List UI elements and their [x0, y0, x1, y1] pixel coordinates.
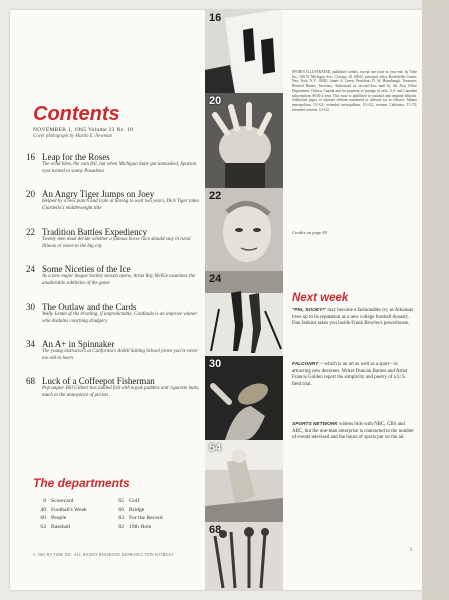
toc-entry[interactable] — [26, 264, 201, 287]
entry-title: Leap for the Roses — [42, 152, 110, 162]
entry-title: An Angry Tiger Jumps on Joey — [42, 189, 155, 199]
photo-page-number: 24 — [209, 273, 222, 285]
entry-desc: Pop angler Bill Gilbert has landed fish with kayak paddles and cigarette butts, much to the annoyance of purists — [42, 386, 200, 398]
department-page: 83 — [118, 515, 124, 522]
toc-entry[interactable] — [26, 152, 201, 175]
department-item[interactable] — [110, 497, 163, 506]
entry-page: 68 — [26, 376, 35, 386]
entry-title: Tradition Battles Expediency — [42, 227, 148, 237]
copyright-line: © 1965 BY TIME INC. ALL RIGHTS RESERVED. REPRODUCTION WITHOUT — [33, 553, 175, 557]
next-week-lead: FALCONRY — [292, 362, 319, 367]
photo-page-number: 68 — [209, 524, 222, 536]
next-week-text: may become a fashionable cry as Arkansas lives up to its reputation as a new college football dynasty. Dan Jenkins takes you inside Frank Broyles's powerhouse. — [292, 308, 414, 327]
department-name: Baseball — [51, 523, 71, 530]
magazine-page — [10, 10, 422, 590]
photo-hockey[interactable] — [205, 271, 283, 356]
entry-page: 30 — [26, 302, 35, 312]
entry-desc: The young instructors at California's Ardell Sailing School prove you're never too old to learn — [42, 349, 199, 361]
department-name: 19th Hole — [129, 523, 152, 530]
hand-illustration — [205, 93, 283, 188]
contents-title: Contents — [33, 103, 120, 125]
photo-sailing[interactable] — [205, 440, 283, 522]
photo-page-number: 30 — [209, 358, 222, 370]
entry-page: 24 — [26, 264, 35, 274]
department-page: 60 — [40, 515, 46, 522]
next-week-text: —which is an art as well as a sport—is attracting new devotees. Writer Duncan Barnes and Artist Francis Golden report the simplicity and poetry of a U.S. field trial. — [292, 362, 408, 388]
department-name: Golf — [129, 498, 140, 504]
toc-entry[interactable] — [26, 302, 201, 325]
department-item[interactable] — [32, 506, 87, 515]
departments-list-left — [32, 497, 87, 531]
page-folio: 3 — [409, 548, 412, 553]
department-item[interactable] — [110, 514, 163, 523]
photo-football-jersey[interactable] — [205, 10, 283, 93]
next-week-item — [292, 308, 416, 328]
department-name: Football's Week — [51, 506, 87, 513]
next-week-item — [292, 362, 416, 389]
page-edge — [422, 0, 449, 600]
credits-note: Credits on page 83 — [292, 230, 327, 235]
department-item[interactable] — [110, 506, 163, 515]
photo-boxing-glove[interactable] — [205, 93, 283, 188]
department-name: People — [51, 515, 67, 522]
next-week-item — [292, 422, 416, 442]
department-item[interactable] — [32, 514, 87, 523]
toc-entry[interactable] — [26, 189, 201, 212]
entry-desc: Wally Lemm of the bristling, if unpredictable, Cardinals is an improve winner who disdains coaching drudgery — [42, 312, 198, 324]
next-week-text: widens bids with NBC, CBS and ABC, but the one-man enterprise is contracted to the number of events televised and the hours of sports put on the air. — [292, 422, 414, 441]
entry-title: Luck of a Coffeepot Fisherman — [42, 376, 155, 386]
department-page: 8 — [43, 498, 46, 504]
department-page: 40 — [40, 506, 46, 513]
department-item[interactable] — [32, 523, 87, 532]
entry-desc: Twenty men must decide whether a famous horse race should stay in rural Illinois or move to the big city — [42, 237, 191, 249]
toc-entry[interactable] — [26, 376, 201, 399]
next-week-lead: SPORTS NETWORK — [292, 422, 338, 427]
toc-entry[interactable] — [26, 339, 201, 362]
departments-list-right — [110, 497, 163, 531]
photo-fisherman[interactable] — [205, 522, 283, 590]
next-week-lead: "PIG, SOOEY!" — [292, 308, 327, 313]
photo-strip — [205, 10, 283, 590]
photo-page-number: 20 — [209, 95, 222, 107]
entry-page: 34 — [26, 339, 35, 349]
entry-page: 16 — [26, 152, 35, 162]
publication-masthead: SPORTS ILLUSTRATED, published weekly, except one issue at year end, by Time Inc., 540 N. Michigan Ave., Chicago, Ill. 60611; principal office Rockefeller Center, New York, N.Y. 10020; James A. Linen, President; D. W. Brumbaugh, Treasurer; Bernard Barnes, Secretary. Authorized as second-class mail by the Post Office Department, Ottawa, Canada and for payment of postage in cash. U.S. and Canadian subscriptions $9.00 a year. This issue is published in national and separate editions. Additional pages of separate editions numbered or allowed for as follows: Albany metropolitan, G1-G2; extended metropolitan, G1-G2; western California, T1-T2; extended western, G1-G2. — [292, 70, 417, 112]
entry-page: 22 — [26, 227, 35, 237]
department-name: Scorecard — [51, 498, 74, 504]
department-page: 62 — [40, 523, 46, 530]
department-page: 66 — [118, 506, 124, 513]
photo-page-number: 22 — [209, 190, 222, 202]
entry-desc: The wind blew, the rain fell, but when Michigan State got unmasked, Spartan eyes turned to sunny Pasadena — [42, 162, 197, 174]
departments-title: The departments — [33, 476, 130, 490]
department-name: Bridge — [129, 506, 145, 513]
photo-page-number: 54 — [209, 442, 222, 454]
entry-title: The Outlaw and the Cards — [42, 302, 137, 312]
toc-entry[interactable] — [26, 227, 201, 250]
issue-line: NOVEMBER 1, 1965 Volume 23 No. 18 — [33, 127, 134, 133]
entry-page: 20 — [26, 189, 35, 199]
photo-page-number: 16 — [209, 12, 222, 24]
next-week-title: Next week — [292, 292, 349, 304]
department-item[interactable] — [110, 523, 163, 532]
entry-title: Some Niceties of the Ice — [42, 264, 131, 274]
entry-title: An A+ in Spinnaker — [42, 339, 115, 349]
photo-horse-race[interactable] — [205, 188, 283, 271]
entry-desc: Helped by a new punch and irate at having to wait two years, Dick Tiger takes Giardello's middleweight title — [42, 199, 200, 211]
cover-credit: Cover photograph by Martin E. Newman — [33, 134, 112, 139]
photo-football-catch[interactable] — [205, 356, 283, 440]
department-item[interactable] — [32, 497, 87, 506]
department-page: 82 — [118, 523, 124, 530]
entry-desc: As a new major league hockey season opens, Artist Ray McKie examines the unadorable subtleties of the game — [42, 274, 196, 286]
department-page: 65 — [118, 498, 124, 504]
department-name: For the Record — [129, 515, 163, 522]
